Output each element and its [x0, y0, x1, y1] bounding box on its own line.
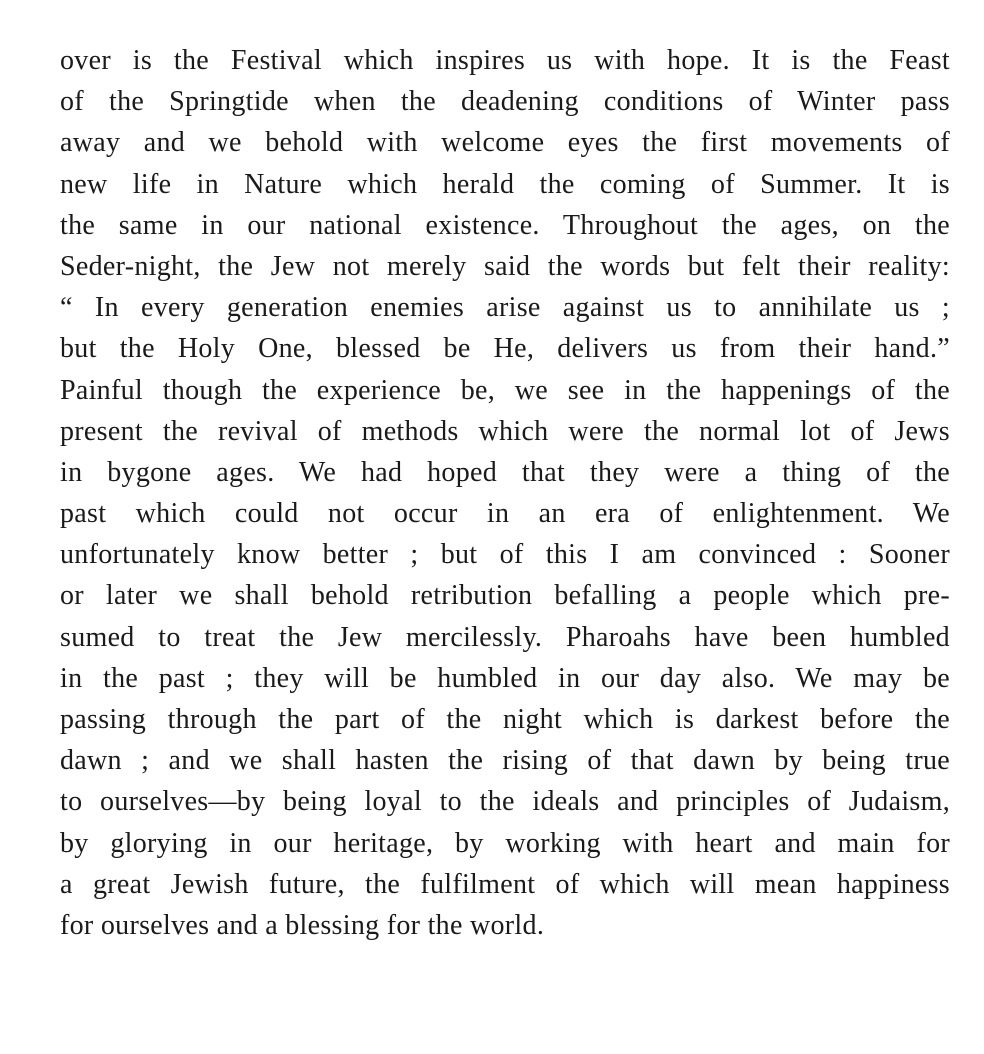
text-line: away and we behold with welcome eyes the first movements of — [60, 127, 950, 159]
text-line: passing through the part of the night which is darkest before the — [60, 704, 950, 735]
text-line: past which could not occur in an era of enlightenment. We — [60, 498, 950, 530]
text-line: dawn ; and we shall hasten the rising of that dawn by being true — [60, 745, 950, 777]
text-line: the same in our national existence. Throughout the ages, on the — [60, 209, 950, 241]
text-line: unfortunately know better ; but of this I am convinced : Sooner — [60, 539, 950, 571]
text-line: Painful though the experience be, we see in the happenings of the — [60, 374, 950, 406]
text-line: a great Jewish future, the fulfilment of which will mean happiness — [60, 868, 950, 900]
text-line: over is the Festival which inspires us with hope. It is the Feast — [60, 45, 950, 76]
text-line: for ourselves and a blessing for the world. — [60, 909, 545, 941]
text-line: in bygone ages. We had hoped that they were a thing of the — [60, 456, 950, 488]
text-line: present the revival of methods which were the normal lot of Jews — [60, 415, 950, 447]
text-line: new life in Nature which herald the coming of Summer. It is — [60, 168, 950, 200]
text-line: to ourselves—by being loyal to the ideals and principles of Judaism, — [60, 786, 950, 818]
text-line: “ In every generation enemies arise against us to annihilate us ; — [60, 292, 950, 324]
text-line: of the Springtide when the deadening conditions of Winter pass — [60, 86, 950, 118]
text-line: in the past ; they will be humbled in our day also. We may be — [60, 662, 950, 694]
text-line: or later we shall behold retribution befalling a people which pre- — [60, 580, 950, 612]
text-line: by glorying in our heritage, by working with heart and main for — [60, 827, 950, 859]
text-line: but the Holy One, blessed be He, delivers us from their hand.” — [60, 333, 950, 365]
text-line: Seder-night, the Jew not merely said the words but felt their reality: — [60, 250, 950, 282]
body-text — [60, 40, 950, 946]
text-line: sumed to treat the Jew mercilessly. Pharoahs have been humbled — [60, 621, 950, 653]
